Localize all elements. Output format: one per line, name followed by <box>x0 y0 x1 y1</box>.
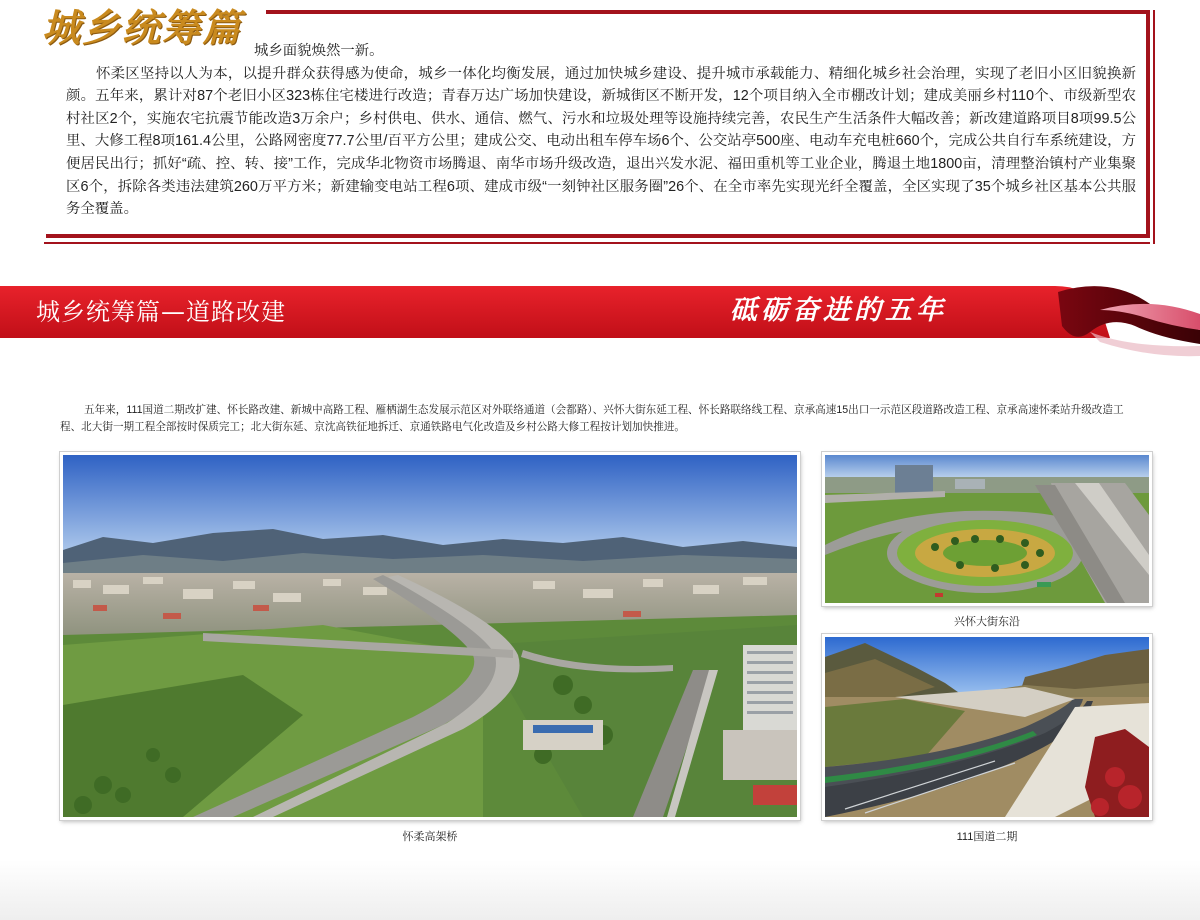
caption-right-top-photo: 兴怀大街东沿 <box>954 616 1020 628</box>
road-paragraph: 五年来，111国道二期改扩建、怀长路改建、新城中高路工程、雁栖湖生态发展示范区对外联络通道（会都路）、兴怀大街东延工程、怀长路联络线工程、京承高速15出口一示范区段道路改造工程、京承高速怀柔站升级改造工程、北大街一期工程全部按时保质完工；北大街东延、京沈高铁征地拆迁、京通铁路电气化改造及乡村公路大修工程按计划加快推进。 <box>60 404 1124 433</box>
intro-lead-line: 城乡面貌焕然一新。 <box>254 43 384 59</box>
photo-xinghuai-street-east <box>822 452 1152 606</box>
photo-huairou-viaduct <box>60 452 800 820</box>
banner-title: 城乡统筹篇—道路改建 <box>36 298 286 326</box>
frame-double-line-right <box>1153 10 1155 244</box>
section-banner <box>0 286 1200 338</box>
caption-main-photo: 怀柔高架桥 <box>402 831 458 843</box>
caption-right-bottom-photo: 111国道二期 <box>956 831 1018 843</box>
photo-national-road-111 <box>822 634 1152 820</box>
section-heading: 城乡统筹篇 <box>36 2 266 54</box>
banner-slogan: 砥砺奋进的五年 <box>730 295 947 326</box>
frame-double-line-bottom <box>44 242 1150 244</box>
intro-paragraph: 怀柔区坚持以人为本，以提升群众获得感为使命，城乡一体化均衡发展，通过加快城乡建设、提升城市承载能力、精细化城乡社会治理，实现了老旧小区旧貌换新颜。五年来，累计对87个老旧小区323栋住宅楼进行改造；青春万达广场加快建设，新城街区不断开发，12个项目纳入全市棚改计划；建成美丽乡村110个、市级新型农村社区2个，实施农宅抗震节能改造3万余户；乡村供电、供水、通信、燃气、污水和垃圾处理等设施持续完善，农民生产生活条件大幅改善；新改建道路项目8项99.5公里、大修工程8项161.4公里，公路网密度77.7公里/百平方公里；建成公交、电动出租车停车场6个、公交站亭500座、电动车充电桩660个，完成公共自行车系统建设，方便居民出行；抓好“疏、控、转、接”工作，完成华北物资市场腾退、南华市场升级改造，退出兴发水泥、福田重机等工业企业，腾退土地1800亩，清理整治镇村产业集聚区6个，拆除各类违法建筑260万平方米；新建输变电站工程6项、建成市级“一刻钟社区服务圈”26个、在全市率先实现光纤全覆盖，全区实现了35个城乡社区基本公共服务全覆盖。 <box>66 65 1136 218</box>
viaduct-aerial-image <box>63 455 797 817</box>
interchange-aerial-image <box>825 455 1149 603</box>
bottom-fade-decoration <box>0 860 1200 920</box>
intro-text <box>66 40 1136 221</box>
mountain-highway-image <box>825 637 1149 817</box>
